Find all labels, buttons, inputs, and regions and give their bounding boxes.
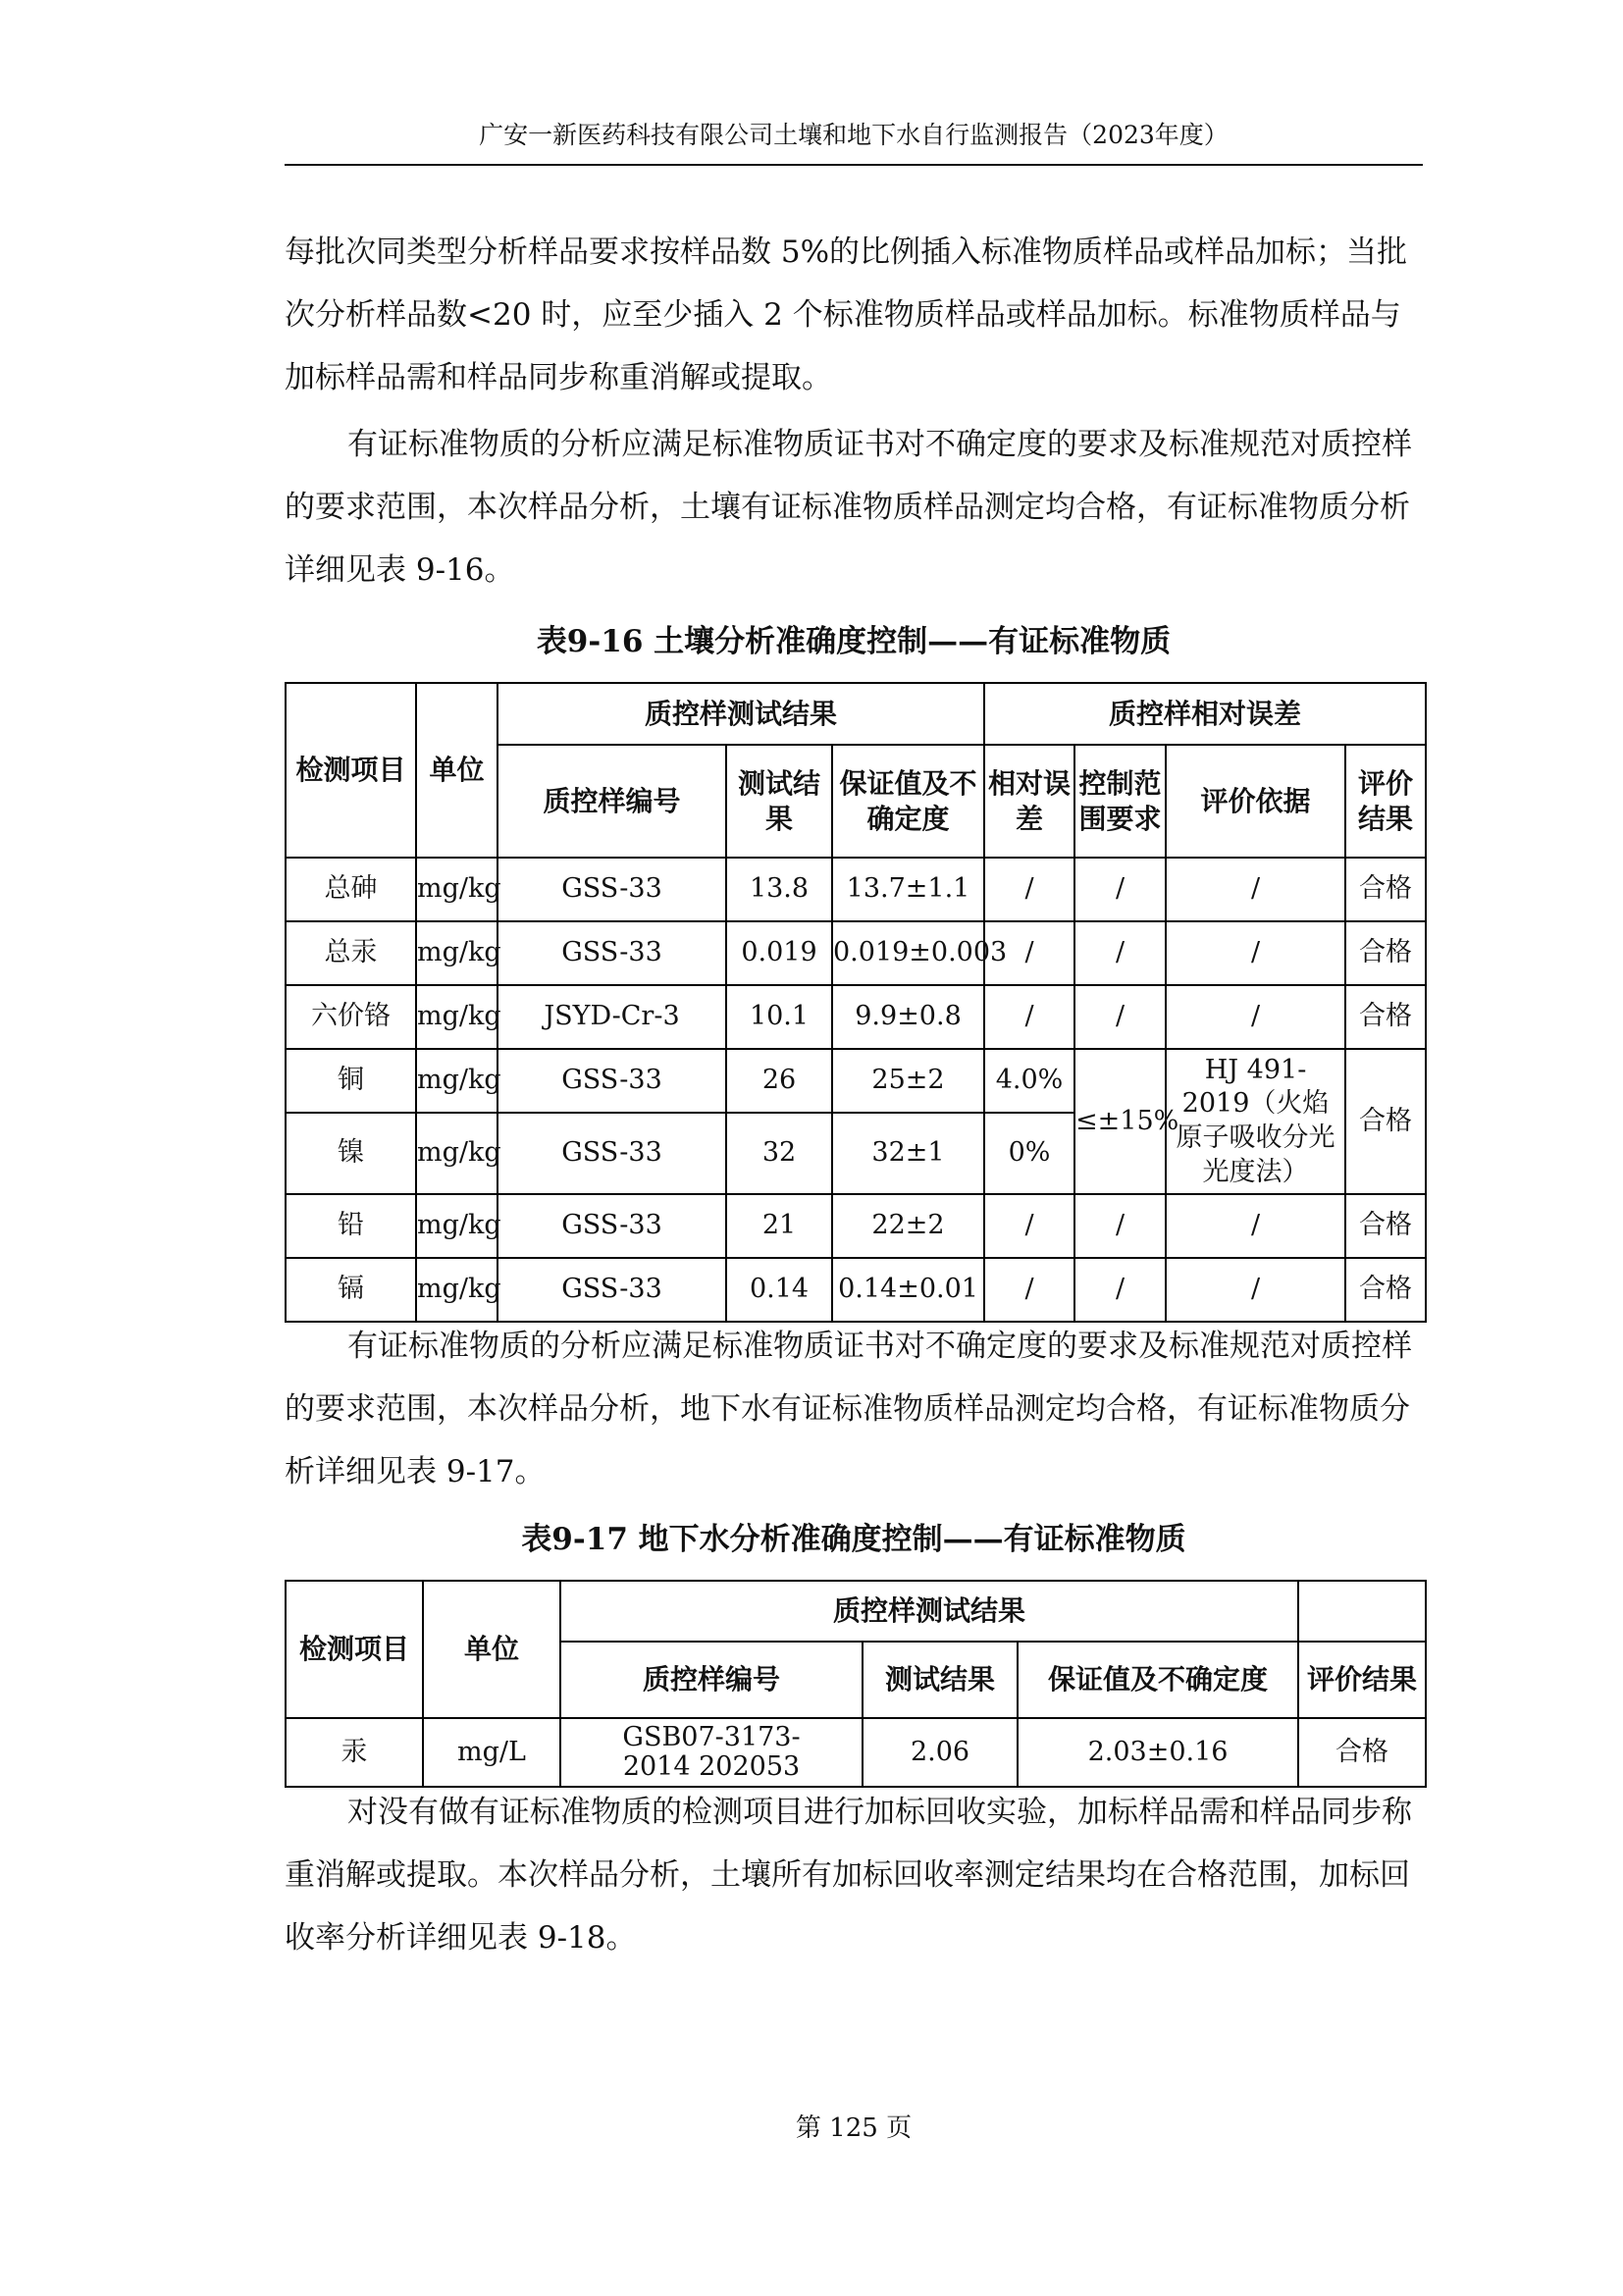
paragraph-qc-sampling: 每批次同类型分析样品要求按样品数 5%的比例插入标准物质样品或样品加标；当批次分析样品数<20 时，应至少插入 2 个标准物质样品或样品加标。标准物质样品与加标样品需和样品同步称重消解或提取。 <box>285 235 1408 395</box>
cell-eval: 合格 <box>1345 921 1426 985</box>
cell-item: 总砷 <box>286 858 416 921</box>
cell-range: / <box>1074 858 1166 921</box>
cell-rel-error: 4.0% <box>984 1049 1074 1113</box>
cell-rel-error: 0% <box>984 1113 1074 1194</box>
cell-item: 铅 <box>286 1194 416 1258</box>
cell-basis: / <box>1166 1194 1345 1258</box>
group-header-test-results: 质控样测试结果 <box>497 683 984 745</box>
cell-result: 10.1 <box>726 985 832 1049</box>
group-header-relative-error: 质控样相对误差 <box>984 683 1426 745</box>
group-header-blank <box>1298 1581 1426 1642</box>
paragraph-groundwater-crm: 有证标准物质的分析应满足标准物质证书对不确定度的要求及标准规范对质控样的要求范围，本次样品分析，地下水有证标准物质样品测定均合格，有证标准物质分析详细见表 9-17。 <box>285 1329 1412 1489</box>
table-9-17 <box>285 1580 1427 1788</box>
cell-eval: 合格 <box>1345 1258 1426 1322</box>
paragraph-spike-recovery: 对没有做有证标准物质的检测项目进行加标回收实验，加标样品需和样品同步称重消解或提取。本次样品分析，土壤所有加标回收率测定结果均在合格范围，加标回收率分析详细见表 9-18。 <box>285 1795 1412 1956</box>
col-header-unit: 单位 <box>423 1581 560 1718</box>
report-header: 广安一新医药科技有限公司土壤和地下水自行监测报告（2023年度） <box>479 121 1229 149</box>
cell-result: 0.14 <box>726 1258 832 1322</box>
paragraph-soil-crm: 有证标准物质的分析应满足标准物质证书对不确定度的要求及标准规范对质控样的要求范围，本次样品分析，土壤有证标准物质样品测定均合格，有证标准物质分析详细见表 9-16。 <box>285 427 1412 588</box>
cell-unit: mg/kg <box>416 921 497 985</box>
cell-sample-id: GSB07-3173-2014 202053 <box>560 1718 863 1787</box>
table-row <box>286 921 1426 985</box>
cell-rel-error: / <box>984 1258 1074 1322</box>
cell-eval: 合格 <box>1345 985 1426 1049</box>
cell-result: 2.06 <box>863 1718 1018 1787</box>
col-header-sample-id: 质控样编号 <box>560 1642 863 1718</box>
cell-unit: mg/kg <box>416 985 497 1049</box>
cell-result: 0.019 <box>726 921 832 985</box>
cell-unit: mg/kg <box>416 858 497 921</box>
cell-basis: / <box>1166 858 1345 921</box>
col-header-unit: 单位 <box>416 683 497 858</box>
col-header-test-result: 测试结果 <box>726 745 832 858</box>
cell-item: 镉 <box>286 1258 416 1322</box>
page-number: 第 125 页 <box>795 2113 913 2143</box>
col-header-sample-id: 质控样编号 <box>497 745 726 858</box>
cell-eval: 合格 <box>1345 858 1426 921</box>
cell-basis: HJ 491-2019（火焰原子吸收分光光度法） <box>1166 1049 1345 1194</box>
cell-item: 铜 <box>286 1049 416 1113</box>
cell-range: / <box>1074 985 1166 1049</box>
cell-unit: mg/L <box>423 1718 560 1787</box>
col-header-guarantee: 保证值及不确定度 <box>832 745 984 858</box>
col-header-guarantee: 保证值及不确定度 <box>1018 1642 1298 1718</box>
cell-unit: mg/kg <box>416 1113 497 1194</box>
cell-result: 32 <box>726 1113 832 1194</box>
cell-unit: mg/kg <box>416 1049 497 1113</box>
cell-range: / <box>1074 921 1166 985</box>
col-header-item: 检测项目 <box>286 1581 423 1718</box>
table-row <box>286 1194 1426 1258</box>
group-header-test-results: 质控样测试结果 <box>560 1581 1298 1642</box>
table-row <box>286 858 1426 921</box>
cell-rel-error: / <box>984 921 1074 985</box>
cell-sample-id: GSS-33 <box>497 1113 726 1194</box>
table-9-16-caption: 表9-16 土壤分析准确度控制——有证标准物质 <box>536 624 1172 659</box>
cell-guarantee: 0.14±0.01 <box>832 1258 984 1322</box>
cell-eval: 合格 <box>1345 1194 1426 1258</box>
table-9-17-caption: 表9-17 地下水分析准确度控制——有证标准物质 <box>521 1522 1186 1557</box>
col-header-control-range: 控制范围要求 <box>1074 745 1166 858</box>
cell-sample-id: GSS-33 <box>497 1049 726 1113</box>
cell-sample-id: GSS-33 <box>497 1194 726 1258</box>
cell-result: 26 <box>726 1049 832 1113</box>
table-row <box>286 1718 1426 1787</box>
cell-sample-id: GSS-33 <box>497 1258 726 1322</box>
cell-sample-id: GSS-33 <box>497 858 726 921</box>
cell-range: / <box>1074 1258 1166 1322</box>
cell-range: / <box>1074 1194 1166 1258</box>
cell-basis: / <box>1166 1258 1345 1322</box>
cell-guarantee: 22±2 <box>832 1194 984 1258</box>
cell-item: 镍 <box>286 1113 416 1194</box>
cell-unit: mg/kg <box>416 1258 497 1322</box>
cell-basis: / <box>1166 985 1345 1049</box>
cell-guarantee: 2.03±0.16 <box>1018 1718 1298 1787</box>
col-header-test-result: 测试结果 <box>863 1642 1018 1718</box>
cell-item: 汞 <box>286 1718 423 1787</box>
cell-guarantee: 32±1 <box>832 1113 984 1194</box>
cell-eval: 合格 <box>1345 1049 1426 1194</box>
cell-range: ≤±15% <box>1074 1049 1166 1194</box>
cell-guarantee: 25±2 <box>832 1049 984 1113</box>
cell-rel-error: / <box>984 1194 1074 1258</box>
cell-sample-id: JSYD-Cr-3 <box>497 985 726 1049</box>
table-9-16 <box>285 682 1427 1323</box>
cell-item: 总汞 <box>286 921 416 985</box>
table-row <box>286 1049 1426 1113</box>
table-row <box>286 985 1426 1049</box>
cell-eval: 合格 <box>1298 1718 1426 1787</box>
header-divider <box>285 164 1423 166</box>
col-header-evaluation: 评价结果 <box>1298 1642 1426 1718</box>
col-header-evaluation: 评价结果 <box>1345 745 1426 858</box>
cell-unit: mg/kg <box>416 1194 497 1258</box>
cell-rel-error: / <box>984 858 1074 921</box>
table-row <box>286 1258 1426 1322</box>
cell-guarantee: 9.9±0.8 <box>832 985 984 1049</box>
col-header-relative-error: 相对误差 <box>984 745 1074 858</box>
cell-result: 13.8 <box>726 858 832 921</box>
cell-guarantee: 13.7±1.1 <box>832 858 984 921</box>
cell-sample-id: GSS-33 <box>497 921 726 985</box>
col-header-basis: 评价依据 <box>1166 745 1345 858</box>
cell-guarantee: 0.019±0.003 <box>832 921 984 985</box>
cell-result: 21 <box>726 1194 832 1258</box>
cell-item: 六价铬 <box>286 985 416 1049</box>
col-header-item: 检测项目 <box>286 683 416 858</box>
cell-rel-error: / <box>984 985 1074 1049</box>
cell-basis: / <box>1166 921 1345 985</box>
